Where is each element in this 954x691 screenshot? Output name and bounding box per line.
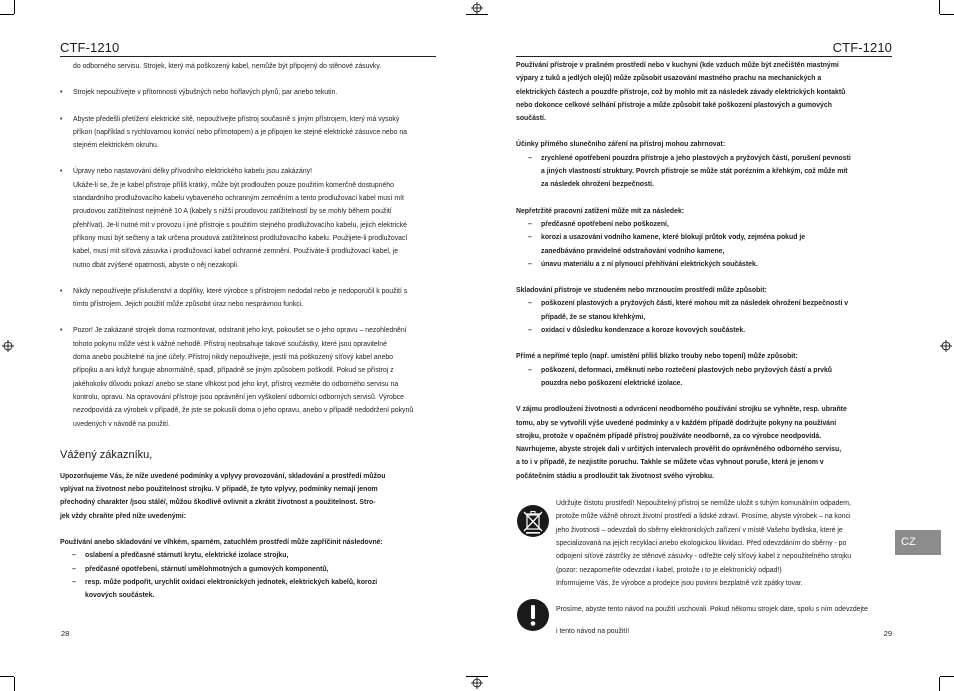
text-line: strojku, protože v opačném případě přístroj používáte neodborně, za co výrobce neodpovídá. (516, 432, 822, 440)
text-line: součástí. (516, 115, 546, 123)
text-line: Navrhujeme, abyste strojek dali v určitých intervalech provĕřit do oprávněného odborného servisu, (516, 446, 842, 454)
text-line: pouzdra nebo poškození elektrické izolace. (541, 379, 683, 387)
text-line: příkony musí být sečteny a tak určena proudová zatížitelnost prodlužovacího kabelu. Použijete-li prodlužovací (73, 234, 408, 242)
text-line: kabel, musí mít síťová zásuvka i prodlužovací kabel ochranné zemnění. Používáte-li prodlužovací kabel, je (73, 248, 399, 256)
heat-title: Přímé a nepřímé teplo (např. umístění příliš blízko trouby nebo topení) může způsobit: (516, 353, 798, 361)
list-item (516, 364, 892, 391)
text-line: tomu, aby se vytvořili výše uvedené podmínky a v každém případě dodržujte pokyny na používání (516, 419, 837, 427)
bullet-item (60, 324, 436, 430)
text-line: Prosíme, abyste tento návod na použití uschovali. Pokud někomu strojek dáte, spolu s ním odevzdejte (556, 606, 868, 614)
list-item (516, 258, 892, 271)
text-line: Používání přístroje v prašném prostředí nebo v kuchyni (kde vzduch může být znečištěn mastnými (516, 62, 839, 69)
spacer (60, 73, 436, 86)
list-item (60, 549, 436, 562)
text-line: Udržujte čistotu prostředí! Nepoužitelný přístroj se nemůže uložit s tuhým komunálním odpadem, (556, 500, 851, 508)
spacer (60, 523, 436, 536)
text-line: • Abyste předešli přetížení elektrické sítě, nepoužívejte přístroj současně s jiným přístrojem, který má vysoký (73, 115, 400, 123)
spacer (516, 390, 892, 403)
text-line: – resp. může podpořit, urychlit oxidaci elektronických jednotek, elektrických kabelů, korozi (85, 578, 378, 586)
text-line: – únavu materiálu a z ní plynoucí přehřívání elektrických součástek. (541, 260, 758, 268)
text-line: – korozi a usazování vodního kamene, které blokují průtok vody, zejména pokud je (541, 234, 806, 242)
text-line: jeho životnosti – odevzdali do sběrny elektronických zařízení v místě Vašeho bydliska, které je (556, 526, 843, 534)
spacer (60, 100, 436, 113)
intro-text (60, 60, 436, 73)
header-rule (60, 56, 436, 57)
page-number: 29 (883, 629, 892, 638)
text-line: doma anebo použitelné na jiné účely. Přístroj nikdy nepoužívejte, jestli má poškozený síťový kabel anebo (73, 354, 393, 362)
text-line: – oslabení a předčasné stárnutí krytu, elektrické izolace strojku, (85, 552, 289, 560)
text-line: Upozorňujeme Vás, že níže uvedené podmínky a vplyvy provozování, skladování a prostředí můžou (60, 472, 386, 480)
text-line: výpary z tuků a jedlých olejů) může způsobit usazování mastného prachu na mechanických a (516, 75, 822, 83)
header-rule (516, 56, 892, 57)
warning-paragraph (60, 470, 436, 523)
spacer (516, 192, 892, 205)
cold-title: Skladování přístroje ve studeném nebo mrznoucím prostředí může způsobit: (516, 287, 767, 295)
text-line: jek vždy chraňte před níže uvedenými: (60, 512, 186, 520)
spacer (60, 152, 436, 165)
text-line: nezodpovídá za výrobek v případě, že jste se pokusili doma o jeho opravu, anebo v případě nedodržení pokynů (73, 407, 414, 415)
text-line: i tento návod na použití! (556, 628, 630, 636)
bullet-item (60, 285, 436, 312)
spacer (516, 271, 892, 284)
text-line: příkon (například s rychlovarnou konvicí nebo přímotopem) a je připojen ke stejné elektrické zásuvce nebo na (73, 128, 407, 136)
text-line: elektrických částech a pouzdře přístroje, což by mohlo mít za následek závady elektrických kontaktů (516, 88, 846, 96)
text-line: přechodný charakter /jsou stálé/, můžou škodlivě ovlivnit a zkrátit životnost a použitelnost. Stro- (60, 499, 376, 507)
text-line: nebo dokonce celkové selhání přístroje a může způsobit také poškození plastových a gumových (516, 101, 832, 109)
crossed-bin-icon (516, 504, 550, 538)
text-line: • Strojek nepoužívejte v přítomnosti výbušných nebo hořlavých plynů, par anebo tekutin. (73, 89, 338, 97)
text-line: proudovou zatížitelnost nejméně 10 A (kabely s nižší proudovou zatížitelností by se mohly během použití (73, 208, 392, 216)
text-line: a to i v případě, že nezjistíte poruchu. Takhle se můžete včas vyhnout poruše, která je jenom v (516, 459, 824, 467)
text-line: standardního prodlužovacího kabelu vybaveného ochranným zemněním a tento prodlužovací kabel musí mít (73, 195, 404, 203)
text-line: – poškození plastových a pryžových částí, které mohou mít za následek ohrožení bezpečnosti v (541, 300, 849, 308)
recycle-notice (516, 496, 892, 590)
spacer (516, 483, 892, 496)
right-page (477, 0, 954, 691)
page-number: 28 (61, 629, 70, 638)
sun-title: Účinky přímého slunečního záření na přístroj mohou zahrnovat: (516, 141, 726, 149)
text-line: vplývat na životnost nebo použitelnost strojku. V případě, že tyto vplyvy, podmínky nemají jenom (60, 486, 378, 494)
text-line: • Úpravy nebo nastavování délky přívodního elektrického kabelu jsou zakázány! (73, 168, 313, 176)
text-line: protože může vážně ohrozit životní prostředí a lidské zdraví. Prosíme, abyste výrobek – na konci (556, 513, 851, 521)
text-line: nutno dbát zvýšené opatrnosti, abyste o něj nezakopli. (73, 261, 239, 269)
section-heading: Vážený zákazníku, (60, 448, 153, 461)
text-line: uvedených v návodě na použití. (73, 420, 170, 428)
spacer (60, 311, 436, 324)
text-line: tímto přístrojem. Jejich použití může způsobit úraz nebo nesprávnou funkci. (73, 301, 304, 309)
list-item (516, 218, 892, 231)
text-line: zanedbáváno pravidelné odstraňování vodního kamene, (541, 247, 725, 255)
text-line: odpojení síťové zástrčky ze stěnové zásuvky - odřežte celý síťový kabel z nepoužitelného strojku (556, 553, 852, 561)
bullet-item (60, 113, 436, 153)
text-line: – zrychlené opotřebení pouzdra přístroje a jeho plastových a pryžových částí, porušení pevnosti (541, 154, 851, 162)
spacer (60, 272, 436, 285)
text-line: – předčasné opotřebení, stárnutí umělohmotných a gumových komponentů, (85, 565, 329, 573)
dust-paragraph (516, 59, 892, 125)
model-label: CTF-1210 (832, 40, 892, 55)
load-title: Nepřetržité pracovní zatížení může mít za následek: (516, 207, 685, 215)
closing-paragraph (516, 403, 892, 483)
spacer (516, 125, 892, 138)
bullet-item (60, 165, 436, 271)
list-item (60, 563, 436, 576)
text-line: do odborného servisu. Strojek, který má poškozený kabel, nemůže být připojený do stěnové zásuvky. (73, 63, 382, 70)
text-line: stejném elektrickém okruhu. (73, 142, 159, 150)
text-line: jakéhokoliv důvodu pokazí anebo se stane vlhkost pod jeho kryt, přístroj vezměte do odborného servisu na (73, 380, 399, 388)
text-line: specializovaná na jejich recyklaci anebo ekologickou likvidaci. Před odevzdáním do sběrny - po (556, 539, 847, 547)
text-line: počátečním stádiu a prodloužit tak životnost svého výrobku. (516, 472, 714, 480)
bullet-item (60, 86, 436, 99)
exclamation-icon (516, 598, 550, 632)
text-line: případě, že se stanou křehkými, (541, 313, 646, 321)
text-line: Informujeme Vás, že výrobce a prodejce jsou povinni bezplatně vzít zpátky tovar. (556, 579, 803, 587)
list-item (60, 576, 436, 603)
language-tab: CZ (895, 530, 941, 555)
text-line: V zájmu prodloužení životnosti a odvrácení neodborného používání strojku se vyhněte, resp. ubraňte (516, 406, 847, 414)
text-line: za následek ohrožení bezpečnosti. (541, 181, 654, 189)
text-line: – poškození, deformaci, změknutí nebo roztečení plastových nebo pryžových částí a prvků (541, 366, 833, 374)
text-line: přípojku a ani když funguje abnormálně, spadl, případně se jiným způsobem poškodil. Pokud se přístroj z (73, 367, 394, 375)
text-line: přehřívat). Je-li nutné mít v provozu i jiné přístroje s použitím stejného prodlužovacího kabelu, jejich elektrické (73, 221, 407, 229)
spacer (516, 590, 892, 599)
keep-manual-notice (516, 599, 892, 643)
text-line: tohoto pokynu může vést k vážné nehodě. Přístroj neobsahuje takové součástky, které jsou opravitelné (73, 340, 387, 348)
right-body (516, 59, 892, 643)
list-item (516, 152, 892, 192)
text-line: kovových součástek. (85, 592, 155, 600)
text-line: • Pozor! Je zakázané strojek doma rozmontovat, odstranit jeho kryt, pokoušet se o jeho opravu – nezohlednění (73, 327, 407, 335)
text-line: a jiných vlastností struktury. Povrch přístroje se může stát porézním a křehkým, což může mít (541, 168, 848, 176)
text-line: Ukáže-li se, že je kabel přístroje příliš krátký, může být prodloužen pouze použitím komerčně dostupného (73, 181, 394, 189)
text-line: kontrolu, opravu. Na opravování přístroje jsou oprávnění jen vyškolení odborníci odborných servisů. Výrobce (73, 393, 404, 401)
text-line: (pozor: nezapomeňte odevzdat i kabel, protože i to je elektronický odpad!) (556, 566, 782, 574)
humidity-title: Používání anebo skladování ve vlhkém, sparném, zatuchlém prostředí může zapříčinit následovné: (60, 539, 383, 547)
left-body (60, 60, 436, 603)
list-item (516, 297, 892, 324)
text-line: – oxidaci v důsledku kondenzace a koroze kovových součástek. (541, 327, 746, 335)
list-item (516, 324, 892, 337)
text-line: – předčasné opotřebení nebo poškození, (541, 220, 669, 228)
list-item (516, 231, 892, 258)
text-line: • Nikdy nepoužívejte příslušenství a doplňky, které výrobce s přístrojem nedodal nebo je nedoporučil k použití s (73, 287, 408, 295)
spacer (60, 431, 436, 448)
model-label: CTF-1210 (60, 40, 120, 55)
spacer (516, 337, 892, 350)
